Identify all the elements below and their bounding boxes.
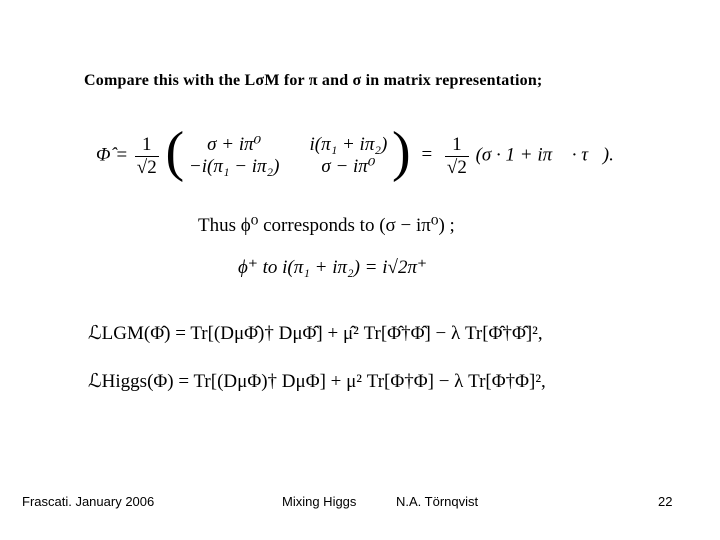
- phi-plus-line: ϕ⁺ to i(π₁ + iπ₂) = i√2π⁺: [238, 257, 427, 278]
- lsigmam-lagrangian: ℒLGM(Φ̂) = Tr[(DμΦ̂)† DμΦ̂] + μ̂² Tr[Φ̂†Φ̂] − λ Tr[Φ̂†Φ̂]²,: [88, 323, 543, 344]
- matrix-entry-22: σ − iπ⁰: [321, 156, 376, 177]
- rhs-equals: =: [421, 144, 433, 166]
- rhs-denominator: √2: [446, 156, 467, 178]
- footer-page-number: 22: [658, 494, 673, 509]
- footer-talk-title: Mixing Higgs: [282, 494, 357, 509]
- rhs-fraction: [445, 134, 469, 179]
- footer-location-date: Frascati. January 2006: [22, 494, 155, 509]
- phi-hat-matrix-equation: [96, 121, 614, 184]
- rhs-expression: (σ · 1 + iπ⃗ · τ⃗).: [475, 144, 614, 166]
- matrix-entry-11: σ + iπ⁰: [207, 134, 262, 155]
- prefactor-fraction: [135, 134, 159, 179]
- phi-hat-lhs: Φ̂ =: [96, 144, 129, 166]
- matrix-entry-21: −i(π₁ − iπ₂): [188, 156, 280, 177]
- prefactor-denominator: √2: [136, 156, 157, 178]
- slide-title: Compare this with the LσM for π and σ in matrix representation;: [84, 72, 543, 89]
- thus-phi0-line: Thus ϕ⁰ corresponds to (σ − iπ⁰) ;: [198, 215, 455, 236]
- prefactor-numerator: 1: [135, 134, 159, 157]
- left-paren: (: [165, 121, 185, 183]
- footer-author: N.A. Törnqvist: [396, 494, 479, 509]
- matrix-entry-12: i(π₁ + iπ₂): [309, 134, 388, 155]
- rhs-numerator: 1: [445, 134, 469, 157]
- right-paren: ): [392, 121, 411, 183]
- higgs-lagrangian: ℒHiggs(Φ) = Tr[(DμΦ)† DμΦ] + μ² Tr[Φ†Φ] − λ Tr[Φ†Φ]²,: [88, 371, 546, 392]
- sigma-pi-matrix: [189, 134, 387, 178]
